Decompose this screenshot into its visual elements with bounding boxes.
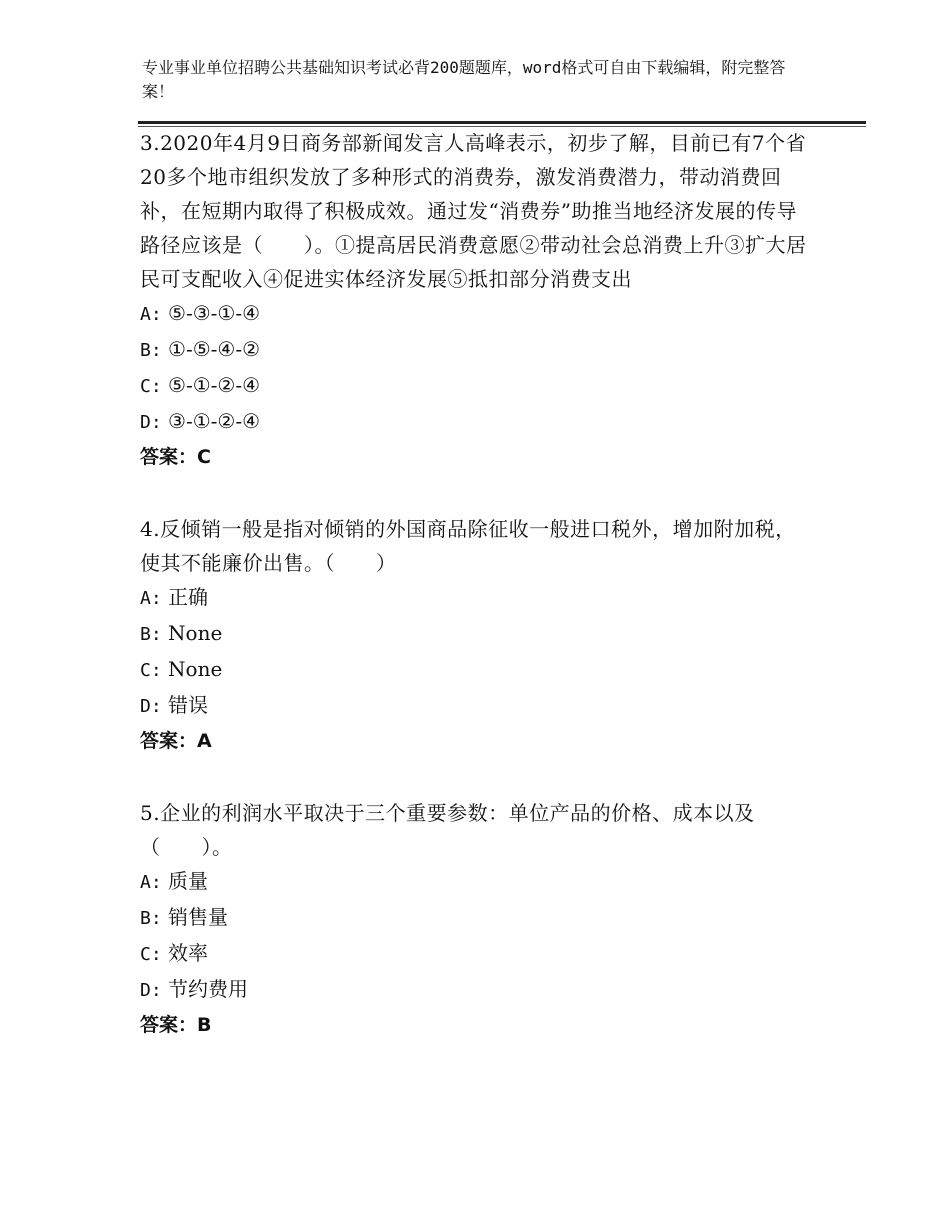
option-key: D: [140,696,162,717]
option-d [140,688,810,724]
spacer [140,474,810,512]
option-key: C: [140,376,162,397]
option-c [140,652,810,688]
option-key: C: [140,660,162,681]
option-text: ⑤-③-①-④ [168,301,261,325]
option-key: D: [140,980,162,1001]
spacer [140,758,810,796]
option-a [140,864,810,900]
option-key: C: [140,944,162,965]
question-5 [140,796,810,1042]
option-text: ①-⑤-④-② [168,337,261,361]
option-key: B: [140,340,162,361]
option-key: D: [140,412,162,433]
option-d [140,404,810,440]
option-key: B: [140,908,162,929]
option-text: None [168,657,223,681]
option-text: 销售量 [168,905,229,929]
answer-label: 答案：C [140,446,211,468]
option-d [140,972,810,1008]
option-a [140,580,810,616]
option-text: None [168,621,223,645]
option-key: A: [140,304,162,325]
option-text: ③-①-②-④ [168,409,261,433]
answer-label: 答案：A [140,730,212,752]
option-key: B: [140,624,162,645]
header-divider [138,121,866,124]
option-b [140,616,810,652]
option-b [140,332,810,368]
question-text: 3.2020年4月9日商务部新闻发言人高峰表示，初步了解，目前已有7个省20多个地市组织发放了多种形式的消费券，激发消费潜力，带动消费回补，在短期内取得了积极成效。通过发“消费券”助推当地经济发展的传导路径应该是（ ）。①提高居民消费意愿②带动社会总消费上升③扩大居民可支配收入④促进实体经济发展⑤抵扣部分消费支出 [140,131,807,291]
question-3 [140,126,810,474]
option-c [140,936,810,972]
option-a [140,296,810,332]
option-b [140,900,810,936]
option-text: 错误 [168,693,209,717]
option-text: 正确 [168,585,209,609]
option-text: 节约费用 [168,977,249,1001]
option-text: 质量 [168,869,209,893]
question-4 [140,512,810,758]
option-text: ⑤-①-②-④ [168,373,261,397]
document-header: 专业事业单位招聘公共基础知识考试必背200题题库，word格式可自由下载编辑，附完整答案！ [142,58,786,101]
question-text: 5.企业的利润水平取决于三个重要参数：单位产品的价格、成本以及（ ）。 [140,801,755,859]
option-text: 效率 [168,941,209,965]
question-text: 4.反倾销一般是指对倾销的外国商品除征收一般进口税外，增加附加税，使其不能廉价出售。（ ） [140,517,796,575]
answer-label: 答案：B [140,1014,212,1036]
option-key: A: [140,588,162,609]
question-list [140,126,810,1042]
option-c [140,368,810,404]
option-key: A: [140,872,162,893]
